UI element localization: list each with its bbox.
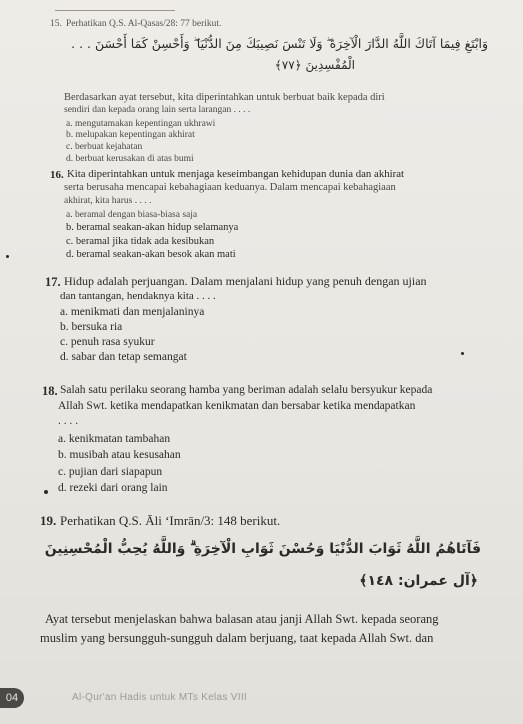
- question-body-line: dan tantangan, hendaknya kita . . . .: [60, 290, 216, 302]
- option-c: c. beramal jika tidak ada kesibukan: [66, 236, 215, 247]
- question-number: 19.: [40, 513, 57, 528]
- option-c: c. berbuat kejahatan: [66, 142, 143, 152]
- option-d: d. berbuat kerusakan di atas bumi: [66, 154, 194, 164]
- question-body-line: Ayat tersebut menjelaskan bahwa balasan atau janji Allah Swt. kepada seorang: [45, 612, 439, 626]
- question-body-line: Salah satu perilaku seorang hamba yang beriman adalah selalu bersyukur kepada: [60, 384, 433, 396]
- option-c: c. pujian dari siapapun: [58, 466, 163, 478]
- question-prompt: Perhatikan Q.S. Āli ʻImrān/3: 148 berikut.: [60, 513, 281, 528]
- page-number-badge: 04: [0, 688, 24, 708]
- stray-mark: [44, 490, 48, 494]
- option-a: a. beramal dengan biasa-biasa saja: [66, 210, 198, 220]
- question-body-line: Allah Swt. ketika mendapatkan kenikmatan dan bersabar ketika mendapatkan: [58, 400, 416, 412]
- question-body-line: muslim yang bersungguh-sungguh dalam berjuang, taat kepada Allah Swt. dan: [40, 631, 434, 645]
- question-prompt: Perhatikan Q.S. Al-Qasas/28: 77 berikut.: [66, 19, 222, 29]
- question-number: 16.: [50, 169, 64, 181]
- question-body-line: akhirat, kita harus . . . .: [64, 196, 152, 206]
- top-divider: [55, 10, 175, 11]
- question-number: 17.: [45, 275, 61, 289]
- option-a: a. menikmati dan menjalaninya: [60, 306, 205, 318]
- question-body-line: Kita diperintahkan untuk menjaga keseimbangan kehidupan dunia dan akhirat: [67, 168, 404, 180]
- arabic-verse-line-1: وَابْتَغِ فِيمَا آتَاكَ اللَّهُ الدَّارَ الْآخِرَةَ ۖ وَلَا تَنْسَ نَصِيبَكَ مِنَ الدُّنْيَا ۖ وَأَحْسِنْ كَمَا أَحْسَنَ . . .: [71, 36, 488, 51]
- option-c: c. penuh rasa syukur: [60, 336, 155, 348]
- question-body-line: Hidup adalah perjuangan. Dalam menjalani hidup yang penuh dengan ujian: [64, 274, 427, 288]
- question-body-line: . . . .: [58, 415, 79, 427]
- question-number: 18.: [42, 384, 58, 398]
- option-a: a. mengutamakan kepentingan ukhrawi: [66, 119, 216, 129]
- option-d: d. rezeki dari orang lain: [58, 482, 168, 494]
- arabic-verse-line-2: ﴿آل عمران: ١٤٨﴾: [359, 573, 478, 589]
- stray-mark: [461, 352, 464, 355]
- arabic-verse-line-1: فَآتَاهُمُ اللَّهُ ثَوَابَ الدُّنْيَا وَحُسْنَ ثَوَابِ الْآخِرَةِ ۗ وَاللَّهُ يُحِبُّ الْمُحْسِنِينَ: [44, 541, 481, 557]
- arabic-verse-line-2: الْمُفْسِدِينَ ﴿٧٧﴾: [274, 58, 355, 72]
- question-body-line: sendiri dan kepada orang lain serta larangan . . . .: [64, 105, 251, 115]
- option-d: d. beramal seakan-akan besok akan mati: [66, 249, 236, 260]
- question-number: 15.: [50, 19, 62, 29]
- option-b: b. musibah atau kesusahan: [58, 449, 181, 461]
- question-body-line: serta berusaha mencapai kebahagiaan keduanya. Dalam mencapai kebahagiaan: [64, 182, 396, 193]
- stray-mark: [6, 255, 9, 258]
- footer-book-title: Al-Qur'an Hadis untuk MTs Kelas VIII: [72, 692, 247, 703]
- option-d: d. sabar dan tetap semangat: [60, 351, 187, 363]
- option-a: a. kenikmatan tambahan: [58, 433, 171, 445]
- option-b: b. bersuka ria: [60, 321, 123, 333]
- question-body-line: Berdasarkan ayat tersebut, kita diperintahkan untuk berbuat baik kepada diri: [64, 92, 385, 103]
- option-b: b. beramal seakan-akan hidup selamanya: [66, 222, 239, 233]
- option-b: b. melupakan kepentingan akhirat: [66, 130, 195, 140]
